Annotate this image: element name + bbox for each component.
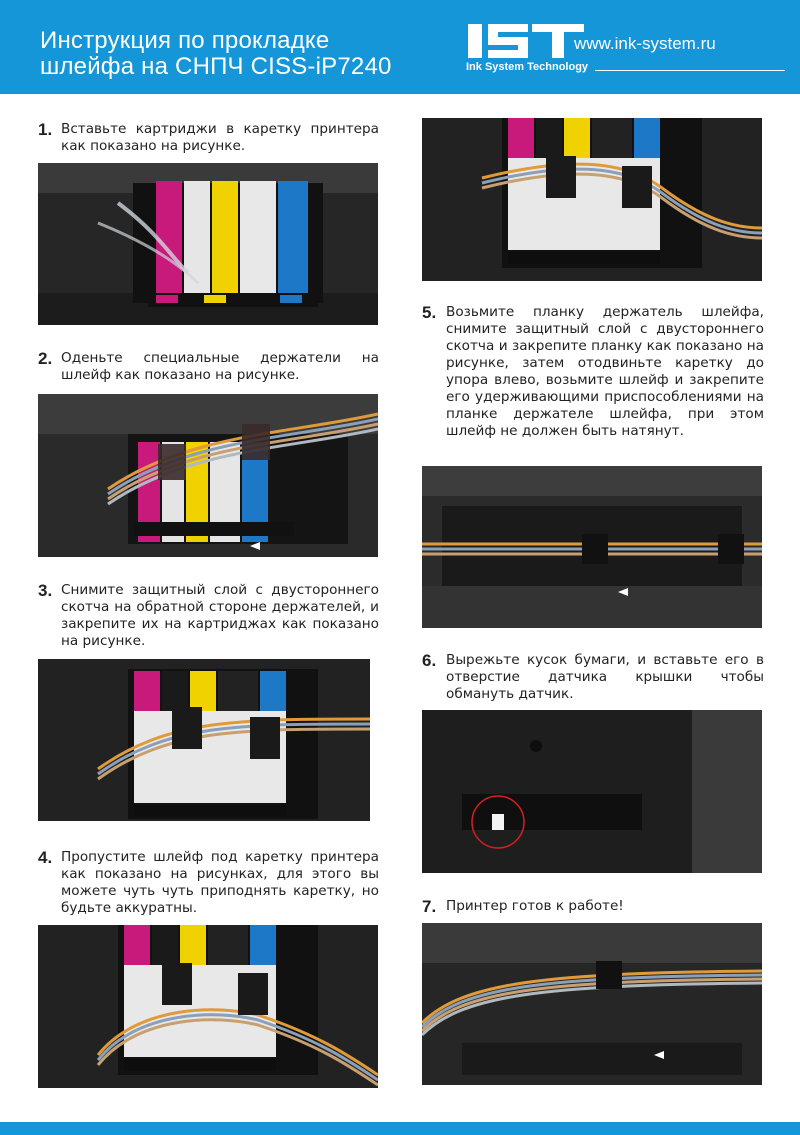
- page-header: [0, 0, 800, 94]
- website-link[interactable]: www.ink-system.ru: [574, 34, 716, 53]
- step-2-text: Оденьте специальные держатели на шлейф как показано на рисунке.: [61, 350, 379, 383]
- page-title: [40, 28, 392, 80]
- step-6-text: Вырежьте кусок бумаги, и вставьте его в отверстие датчика крышки чтобы обмануть датчик.: [446, 652, 764, 702]
- step-1-photo: [38, 163, 378, 325]
- step-4-text: Пропустите шлейф под каретку принтера как показано на рисунках, для этого вы можете чуть чуть приподнять каретку, но будьте аккуратны.: [61, 849, 379, 916]
- step-7-text: Принтер готов к работе!: [446, 898, 624, 914]
- step-5-number: 5.: [422, 303, 437, 322]
- step-3-text: Снимите защитный слой с двустороннего скотча на обратной стороне держателей, и закрепите их на картриджах как показано на рисунке.: [61, 582, 379, 649]
- logo-subtitle: Ink System Technology: [466, 61, 589, 73]
- step-1-text: Вставьте картриджи в каретку принтера как показано на рисунке.: [61, 121, 379, 154]
- step-5-text: Возьмите планку держатель шлейфа, снимите защитный слой с двустороннего скотча и закрепите планку как показано на рисунке, затем отодвиньте каретку до упора влево, возьмите шлейф и закрепите его удерживающими приспособлениями на планке держателе шлейфа, при этом шлейф не должен быть натянут.: [446, 304, 764, 439]
- page-footer: [0, 1122, 800, 1135]
- step-7-number: 7.: [422, 897, 437, 916]
- step-6-number: 6.: [422, 651, 437, 670]
- step-5-photo: [422, 466, 762, 628]
- step-2-photo: [38, 394, 378, 557]
- step-3-number: 3.: [38, 581, 53, 600]
- step-4-photo: [38, 925, 378, 1088]
- step-7-photo: [422, 923, 762, 1085]
- title-line-2: шлейфа на СНПЧ CISS-iP7240: [40, 53, 392, 80]
- step-4-number: 4.: [38, 848, 53, 867]
- step-6-photo: [422, 710, 762, 873]
- title-line-1: Инструкция по прокладке: [40, 27, 330, 54]
- step-4-photo-2: [422, 118, 762, 281]
- header-divider: [595, 70, 785, 71]
- step-2-number: 2.: [38, 349, 53, 368]
- step-1-number: 1.: [38, 120, 53, 139]
- step-3-photo: [38, 659, 370, 821]
